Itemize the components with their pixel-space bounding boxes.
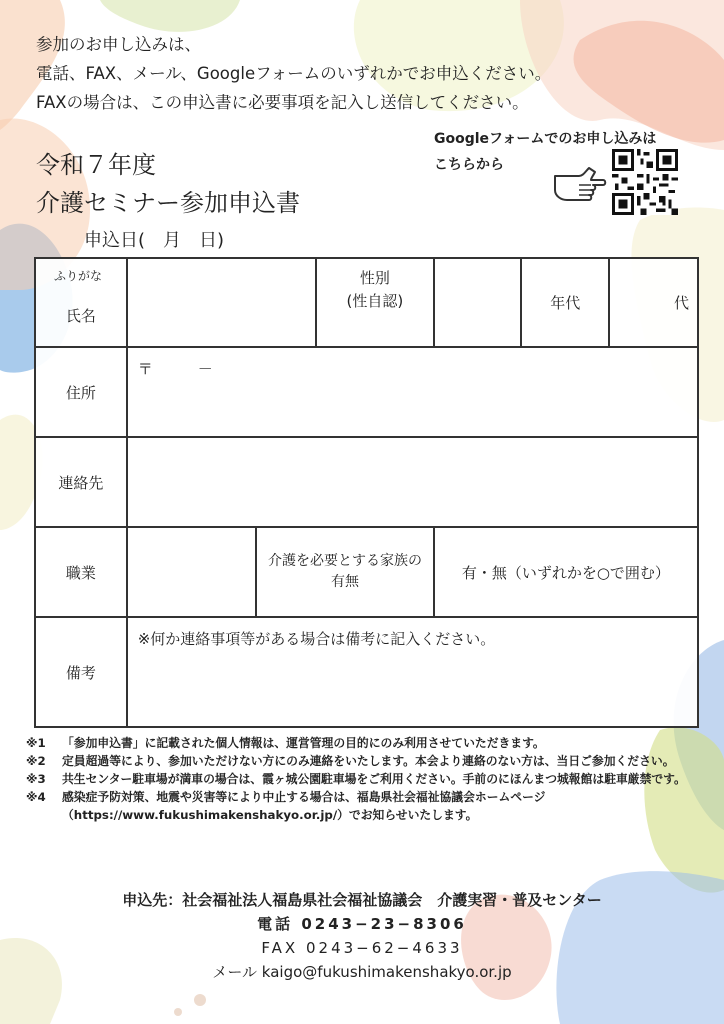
postal-code-mark: 〒 － [137, 360, 213, 378]
note-mark: ※2 [26, 754, 46, 768]
note-item [26, 788, 706, 824]
address-field[interactable] [127, 347, 698, 437]
age-suffix: 代 [673, 294, 689, 312]
contact-info [0, 888, 724, 984]
contact-row [35, 437, 698, 527]
form-title-main: 介護セミナー参加申込書 [36, 189, 300, 217]
notes-list [26, 734, 706, 824]
gender-identity-label: (性自認) [346, 292, 404, 310]
intro-line: 参加のお申し込みは、 [36, 35, 201, 54]
form-title [36, 146, 300, 222]
address-row [35, 347, 698, 437]
gender-label-cell [316, 258, 434, 347]
address-label: 住所 [35, 347, 127, 437]
note-item [26, 752, 706, 770]
furigana-label: ふりがな [54, 269, 103, 283]
contact-field[interactable] [127, 437, 698, 527]
intro-line: FAXの場合は、この申込書に必要事項を記入し送信してください。 [36, 93, 529, 112]
occupation-row [35, 527, 698, 617]
contact-organization: 申込先：社会福祉法人福島県社会福祉協議会 介護実習・普及センター [122, 891, 602, 909]
form-title-year: 令和７年度 [36, 151, 156, 179]
age-field[interactable] [609, 258, 698, 347]
name-row [35, 258, 698, 347]
google-form-guide-line: Googleフォームでのお申し込みは [434, 131, 657, 147]
contact-fax[interactable]: FAX 0243−62−4633 [261, 939, 463, 957]
intro-line: 電話、FAX、メール、Googleフォームのいずれかでお申込ください。 [36, 64, 552, 83]
note-text: 共生センター駐車場が満車の場合は、霞ヶ城公園駐車場をご利用ください。手前のにほんまつ城報館は駐車厳禁です。 [62, 772, 686, 786]
application-date: 申込日( 月 日) [84, 230, 225, 251]
contact-email[interactable]: メール kaigo@fukushimakenshakyo.or.jp [212, 963, 512, 981]
name-label: 氏名 [65, 307, 96, 325]
note-mark: ※1 [26, 736, 46, 750]
care-family-label: 介護を必要とする家族の有無 [256, 527, 433, 617]
remarks-field[interactable] [127, 617, 698, 727]
gender-label: 性別 [359, 269, 390, 287]
note-text: 感染症予防対策、地震や災害等により中止する場合は、福島県社会福祉協議会ホームページ（https://www.fukushimakenshakyo.or.jp/）でお知らせいたします。 [62, 790, 546, 822]
note-mark: ※3 [26, 772, 46, 786]
remarks-row [35, 617, 698, 727]
note-text: 定員超過等により、参加いただけない方にのみ連絡をいたします。本会より連絡のない方は、当日ご参加ください。 [62, 754, 675, 768]
note-item [26, 770, 706, 788]
name-field[interactable] [127, 258, 316, 347]
contact-label: 連絡先 [35, 437, 127, 527]
occupation-label: 職業 [35, 527, 127, 617]
intro-text [36, 30, 551, 117]
remarks-note: ※何か連絡事項等がある場合は備考に記入ください。 [137, 630, 496, 648]
note-mark: ※4 [26, 790, 46, 804]
note-text: 「参加申込書」に記載された個人情報は、運営管理の目的にのみ利用させていただきます。 [62, 736, 545, 750]
age-label: 年代 [521, 258, 609, 347]
google-form-guide-line: こちらから [434, 157, 504, 173]
gender-field[interactable] [434, 258, 522, 347]
name-label-cell [35, 258, 127, 347]
qr-code-icon[interactable] [612, 149, 678, 215]
care-family-choice[interactable]: 有・無（いずれかを○で囲む） [434, 527, 698, 617]
contact-phone[interactable]: 電話 0243−23−8306 [257, 915, 467, 933]
remarks-label: 備考 [35, 617, 127, 727]
note-item [26, 734, 706, 752]
occupation-field[interactable] [127, 527, 257, 617]
pointing-hand-icon [551, 158, 607, 206]
application-form-table [34, 257, 699, 728]
